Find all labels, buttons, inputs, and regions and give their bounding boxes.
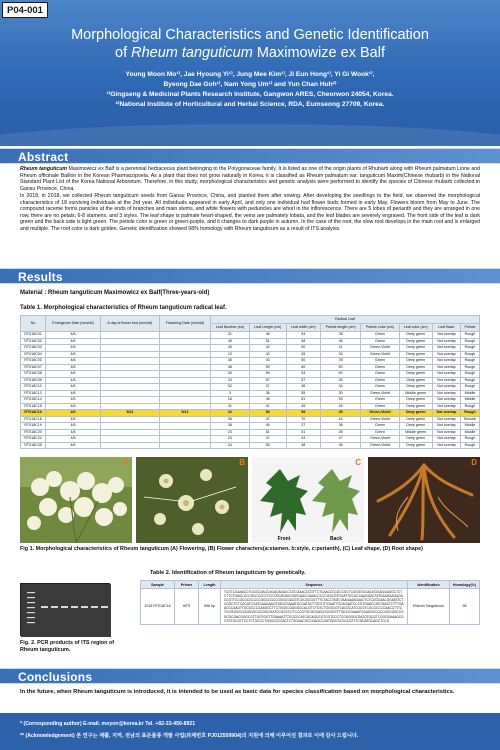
t1-cell: 4/6 (46, 390, 101, 397)
t1-cell: 45 (320, 403, 361, 410)
t1-cell: 23 (211, 429, 249, 436)
t1-cell: Rough (460, 358, 479, 365)
t1-cell: 37 (286, 423, 320, 430)
t1-header-10: Leaf Base (432, 324, 460, 332)
t1-cell: Not overlap (432, 423, 460, 430)
t1-header-7: Petiole length (cm) (320, 324, 361, 332)
t1-cell: Rough (460, 338, 479, 345)
t1-cell: 38 (211, 358, 249, 365)
t1-cell: 4/6 (46, 358, 101, 365)
t1-cell: Not overlap (432, 397, 460, 404)
t1-cell: Rough (460, 351, 479, 358)
t1-cell: Rough (460, 332, 479, 339)
t1-cell: Rough (460, 410, 479, 417)
t1-cell: Smooth (460, 416, 479, 423)
t2-primer: ttITS (175, 589, 199, 625)
t1-cell: 53 (320, 397, 361, 404)
t1-cell: 45 (320, 429, 361, 436)
t1-cell: 70 (286, 416, 320, 423)
t1-cell: Deep green (399, 345, 432, 352)
t1-cell: 4/6 (46, 403, 101, 410)
t1-cell: Rough (460, 364, 479, 371)
t1-cell: 4/6 (46, 377, 101, 384)
t1-cell: 57 (286, 377, 320, 384)
t2-row (141, 589, 480, 625)
t1-cell: RT018C25 (21, 442, 46, 449)
figure-1-photos (20, 457, 480, 543)
t2-header-sample: Sample (141, 581, 175, 589)
abstract-text (20, 166, 480, 233)
photo-label-a: A (123, 458, 129, 467)
t2-header-identification: Identification (408, 581, 450, 589)
t1-cell: RT018C19 (21, 423, 46, 430)
t1-cell: 4/6 (46, 442, 101, 449)
t1-header-5: Leaf Length (cm) (249, 324, 286, 332)
t1-cell: Deep green (399, 436, 432, 443)
t1-cell: 24 (211, 442, 249, 449)
authors-line-2: Byeong Dae Goh¹⁾, Nam Yong Um¹⁾ and Yun Chan Huh²⁾ (163, 81, 337, 88)
t1-cell: 34 (320, 384, 361, 391)
figure-1-caption: Fig 1. Morphological characteristics of Rheum tanguticum (A) Flowering, (B) Flower characters(a:stamen, b:style, c:perianth), (C) Leaf shape, (D) Root shape) (20, 546, 423, 552)
corresponding-author: * (Corresponding author) E-mail. moyon@korea.kr Tel. +82-33-450-8921 (20, 721, 196, 727)
t1-cell: RT018C14 (21, 397, 46, 404)
t1-cell: 45 (286, 351, 320, 358)
figure-2-caption: Fig. 2. PCR products of ITS region of Rheum tanguticum. (20, 640, 115, 653)
poster-id-badge: P04-001 (2, 2, 48, 18)
t1-cell: 46 (211, 364, 249, 371)
morphology-table (20, 315, 480, 449)
material-line: Material : Rheum tanguticum Maximowicz ex Balf(Three-years-old) (20, 290, 210, 296)
t2-header-sequence: Sequence (221, 581, 408, 589)
author-block (10, 70, 490, 110)
t1-cell: 30 (211, 371, 249, 378)
t1-cell: 41 (249, 403, 286, 410)
t1-cell: Green (361, 377, 399, 384)
t1-cell: RT018C02 (21, 338, 46, 345)
t1-cell: 28 (320, 332, 361, 339)
authors-line-1: Young Moon Mo¹⁾, Jae Hyoung Yi¹⁾, Jung Mee Kim¹⁾, Ji Eun Hong¹⁾, Yi Gi Wook¹⁾, (125, 71, 375, 78)
t1-cell: 46 (320, 338, 361, 345)
t1-cell: 4/6 (46, 436, 101, 443)
t1-cell: Green (361, 429, 399, 436)
t1-cell: RT018C03 (21, 345, 46, 352)
abstract-paragraph-2: In 2018, in 2018, we collected Rheum tanguticum seeds from Gansu Province, China, and planted them after sowing. After developing the seedlings to the field, we observed the morphological characteristics of 18 surviving individuals at the 3rd year. All individuals appeared in early April, and only one individual had flower buds formed in early May. Flowers bloom from May to June. The compound raceme forms panicles at the ends of branches and main stems, and white flowers with peduncles are whorl in the inflorescence. There are 5 lobes of perianth and they are arranged in one row, there are no petals, 6-8 stamens, and 3 styles. The leaf shape is palmate heart-shaped, the veins are palmately lobata, and the leaf blades are severely engraved. The front side of the leaf is dark green and the back side is light green. The petiole color is green or green-purple, and it changes to dark purple in autumn. In the case of the root, the slow root develops in the main root and is enlarged and multiple. The root color is dark golden. Genetic identification showed 98% homology with Rheum tanguticum as a result of ITS analysis. (20, 193, 480, 232)
t1-cell: 54 (249, 410, 286, 417)
t1-cell: 43 (286, 436, 320, 443)
t1-cell: 4/6 (46, 371, 101, 378)
root-image (368, 457, 480, 543)
t1-cell: 61 (286, 397, 320, 404)
t1-cell: Deep green (399, 410, 432, 417)
title-line-2 (20, 44, 480, 62)
t1-cell: Rough (460, 371, 479, 378)
t1-cell: 41 (320, 345, 361, 352)
t1-cell: Not overlap (432, 338, 460, 345)
t1-cell: RT018C20 (21, 429, 46, 436)
t1-cell: 36 (211, 416, 249, 423)
t1-cell: 50 (320, 364, 361, 371)
t1-cell: 47 (320, 436, 361, 443)
t1-cell: 51 (249, 429, 286, 436)
photo-root-shape (368, 457, 480, 543)
photo-leaf-shape (252, 457, 364, 543)
abstract-section-bar (0, 148, 500, 164)
t1-cell: 38 (211, 423, 249, 430)
t1-cell: Deep green (399, 371, 432, 378)
results-heading: Results (18, 270, 63, 284)
abstract-species: Rheum tanguticum (20, 166, 68, 172)
t1-cell: 42 (249, 351, 286, 358)
t1-cell: Green (361, 332, 399, 339)
t1-cell: 48 (249, 397, 286, 404)
t1-cell: Green (361, 371, 399, 378)
t2-identification: Rheum Tanguticum (408, 589, 450, 625)
abstract-paragraph-1: Rheum tanguticum Maximowicz ex Balf is a perennial herbaceous plant belonging to the Polygonaceae family. It is listed as one of the origin plants of Rhubarb along with Rheum palmatum Linne and Rheum officinale Baillon in the Korean Pharmacopoeia. As a plant that does not grow naturally in Korea, it is classified as Rheum palmatum var. tanguticum Maxim(Chinese rhubarb) in the National Standard Plant List of the Korea National Arboretum. Therefore, in this study, morphological characteristics and genetic analysis were performed to identify the species of Chinese rhubarb collected in Gansu Province, China. (20, 166, 480, 192)
t1-cell: Green (361, 403, 399, 410)
t1-cell (100, 442, 159, 449)
identification-table (140, 580, 480, 625)
t1-cell: Green-Violet (361, 390, 399, 397)
affiliation-1: ¹⁾Gingseng & Medicinal Plants Research Institute, Gangwon ARES, Cheorwon 24054, Korea. (106, 91, 394, 98)
t1-cell: Not overlap (432, 371, 460, 378)
t1-cell: 4/6 (46, 410, 101, 417)
t1-cell: Green (361, 338, 399, 345)
t1-cell: RT018C22 (21, 436, 46, 443)
t2-length: 596 bp (199, 589, 221, 625)
t1-header-0: No (21, 316, 46, 332)
t1-cell: 45 (320, 377, 361, 384)
t1-cell: 37 (249, 384, 286, 391)
t1-cell: 57 (249, 377, 286, 384)
t1-cell: 36 (249, 390, 286, 397)
t1-header-11: Petiole (460, 324, 479, 332)
t1-cell: 50 (320, 371, 361, 378)
t1-cell: 58 (286, 338, 320, 345)
t1-cell: 53 (286, 371, 320, 378)
t1-cell: Middle (460, 390, 479, 397)
t1-cell: Rough (460, 377, 479, 384)
t1-cell: Not overlap (432, 384, 460, 391)
t1-cell: 59 (249, 364, 286, 371)
t1-cell: Not overlap (432, 442, 460, 449)
t1-cell: Green (361, 358, 399, 365)
t1-cell: RT018C16 (21, 410, 46, 417)
t1-cell: Not overlap (432, 358, 460, 365)
t1-cell: 38 (320, 423, 361, 430)
t2-header-length: Length (199, 581, 221, 589)
t1-header-2: A day of flower bud (mm/dd) (100, 316, 159, 332)
t1-cell: Deep green (399, 351, 432, 358)
t1-cell: RT018C10 (21, 384, 46, 391)
t1-cell: Middle green (399, 390, 432, 397)
t1-cell: Deep green (399, 442, 432, 449)
t1-cell: 46 (249, 332, 286, 339)
t1-header-3: Flowering Date (mm/dd) (159, 316, 210, 332)
t1-cell: Not overlap (432, 345, 460, 352)
results-section-bar (0, 268, 500, 284)
title-suffix: Maximowize ex Balf (252, 45, 385, 61)
t1-cell: 55 (286, 390, 320, 397)
t1-cell: 51 (249, 338, 286, 345)
t1-cell: 44 (320, 416, 361, 423)
table2-caption: Table 2. Identification of Rheum tanguticum by genetically. (150, 570, 306, 576)
t1-cell: 4/6 (46, 416, 101, 423)
t1-cell: 45 (249, 423, 286, 430)
t2-sample: 2018 RT018C16 (141, 589, 175, 625)
t1-cell: Deep green (399, 403, 432, 410)
t1-cell: Green (361, 384, 399, 391)
t1-cell: 54 (286, 332, 320, 339)
t1-cell: 34 (211, 377, 249, 384)
t1-cell: Deep green (399, 377, 432, 384)
t1-cell: 4/6 (46, 338, 101, 345)
t1-cell: 34 (320, 351, 361, 358)
t1-cell: Not overlap (432, 390, 460, 397)
t1-cell: 3 (211, 390, 249, 397)
table1-caption: Table 1. Morphological characteristics of Rheum tanguticum radical leaf. (20, 305, 227, 311)
t1-cell: Deep green (399, 384, 432, 391)
t2-header-homology: Homology(%) (450, 581, 480, 589)
t1-cell: 39 (320, 358, 361, 365)
t1-cell: 36 (286, 384, 320, 391)
t1-row (21, 442, 480, 449)
t1-cell: 5/12 (159, 410, 210, 417)
t1-cell: 5/11 (100, 410, 159, 417)
t2-homology: 98 (450, 589, 480, 625)
t1-cell: 4/6 (46, 384, 101, 391)
t1-cell: Not overlap (432, 377, 460, 384)
t1-cell: Green (361, 364, 399, 371)
t1-cell: Rough (460, 442, 479, 449)
t1-cell: 4/6 (46, 332, 101, 339)
title-species: Rheum tanguticum (131, 45, 253, 61)
photo-label-c: C (355, 458, 361, 467)
t1-header-9: Leaf color (cm) (399, 324, 432, 332)
t1-cell: Deep green (399, 423, 432, 430)
t1-cell: Not overlap (432, 403, 460, 410)
t1-cell: Green-Violet (361, 436, 399, 443)
t1-cell: Not overlap (432, 351, 460, 358)
acknowledgement: ** (Acknowledgement) 본 연구는 재활, 지역, 전남의 표준품종 개발 사업(과제번호 PJ012559904)의 지원에 의해 이루어진 결과로 이에 감사 드립니다. (20, 733, 359, 739)
abstract-heading: Abstract (18, 150, 69, 164)
t1-cell: Not overlap (432, 332, 460, 339)
t1-cell: 47 (249, 416, 286, 423)
t1-cell: Green-Violet (361, 345, 399, 352)
t1-cell: 23 (211, 436, 249, 443)
t1-cell: Middle green (399, 429, 432, 436)
t1-cell: Deep green (399, 397, 432, 404)
t1-cell: 45 (211, 338, 249, 345)
t1-cell: RT018C04 (21, 351, 46, 358)
t1-cell: 42 (249, 345, 286, 352)
t1-cell: 4/6 (46, 397, 101, 404)
title-line-1: Morphological Characteristics and Genetic Identification (71, 27, 429, 43)
gel-bands (21, 584, 111, 637)
t1-cell: 40 (211, 345, 249, 352)
t1-cell: 52 (211, 384, 249, 391)
t1-cell: 50 (286, 358, 320, 365)
t1-cell: RT018C08 (21, 371, 46, 378)
t1-cell: Not overlap (432, 410, 460, 417)
t1-cell: Green-Violet (361, 442, 399, 449)
t1-cell: Not overlap (432, 436, 460, 443)
t2-header-primer: Primer (175, 581, 199, 589)
photo-label-b: B (239, 458, 245, 467)
flowering-image (20, 457, 132, 543)
photo-flowering (20, 457, 132, 543)
conclusions-section-bar (0, 668, 500, 684)
t1-cell: RT018C13 (21, 390, 46, 397)
t1-cell: 55 (249, 442, 286, 449)
conclusions-heading: Conclusions (18, 670, 93, 684)
t1-header-6: Leaf width (cm) (286, 324, 320, 332)
t1-cell: 48 (286, 442, 320, 449)
t1-cell: RT018C05 (21, 358, 46, 365)
t1-cell: Deep green (399, 332, 432, 339)
t1-cell: RT018C07 (21, 364, 46, 371)
leaf-front-label: Front (277, 536, 291, 542)
t1-cell: 40 (249, 358, 286, 365)
photo-flower-characters (136, 457, 248, 543)
t1-header-4: Leaf Number (ea) (211, 324, 249, 332)
t1-cell: Rough (460, 384, 479, 391)
t1-cell: 4/6 (46, 351, 101, 358)
t1-cell (159, 442, 210, 449)
t1-cell: Green (361, 397, 399, 404)
t1-cell: Rough (460, 345, 479, 352)
t1-cell: 22 (211, 410, 249, 417)
photo-label-d: D (471, 458, 477, 467)
t1-cell: 45 (320, 410, 361, 417)
t1-cell: 46 (320, 442, 361, 449)
t1-cell: RT018C01 (21, 332, 46, 339)
poster-title (20, 26, 480, 62)
t1-cell: 59 (249, 371, 286, 378)
conclusion-text: In the future, when Rheum tanguticum is introduced, it is intended to be used as basic data for species classification based on morphological characteristics. (20, 689, 455, 695)
t1-cell: Deep green (399, 358, 432, 365)
t1-cell: Not overlap (432, 429, 460, 436)
t1-cell: 50 (286, 345, 320, 352)
t1-cell: 4/6 (46, 423, 101, 430)
t1-cell: Rough (460, 403, 479, 410)
t1-cell: Middle (460, 423, 479, 430)
t1-cell: Rough (460, 436, 479, 443)
title-prefix: of (115, 45, 132, 61)
t1-group-header: Radical Leaf (211, 316, 480, 324)
t1-cell: RT018C18 (21, 416, 46, 423)
t1-cell: 10 (211, 351, 249, 358)
t1-cell: Deep green (399, 338, 432, 345)
t1-cell: Deep green (399, 364, 432, 371)
flower-closeup-image (136, 457, 248, 543)
t1-cell: 60 (286, 364, 320, 371)
t1-cell: Green-Violet (361, 416, 399, 423)
t1-cell: 59 (286, 410, 320, 417)
t1-cell: 47 (249, 436, 286, 443)
t1-cell: 45 (286, 403, 320, 410)
t1-cell: 4/6 (46, 345, 101, 352)
t1-cell: Not overlap (432, 416, 460, 423)
t2-sequence: TCGTCGAAACCTGCGCGAGCAGACAGACCCGCGAACCCGTTCTCAACCCCGCCGCTCGGGGCGACGGGAGGAGGCTCTCTTCTGAGCCCCGCCCCCCTCCCGGGGACGGGCAACCAAACCCCCGGCGTGGATTGCGCCAAGGACTATGAAGAAGAGACCGTTCCGCGCGCCCCGGCCGCCGGGCGACGTCGCGCGGTTTCTACCTAGCTAAGAAAGAACTCTCGGCAACGGATATCTCGGCTCTCGCATCGATGAAGAACGTAGCGAAATGCGATACTTGGTGTGAATTGCAGAATCCCGTGAACCATCGAGTCTTTGAACGCAAGTTGCGCCCGAAGCCTTCTGGCCGAGGGCACGTCTGTCTGGGCGTCACGCATCGCGTCGCCCCCCAACCTTTCTCGGGGGCGGGGGCGCGGGGATCCGGCCCTCCCGTGCGCGAGCCGGGCTTGGCCGAAATCGAGGCCGCCGCCGGCCGGCGCGACGGGCGTTGGTGGTTGAAAATTTCGCCCATCGCAGGCGTCGTCCCTCGGGGGCGATGTGCGTCGGGGAAAGCGCTGTGCGTTCCTCTGGCCTGGGCCGTACTCTGGGACGCCGAGCCGATGGCGCGCCGTTTCGGATGCAGCTCCG (221, 589, 408, 625)
t1-cell: Green-Violet (361, 410, 399, 417)
t1-cell: Middle (460, 429, 479, 436)
affiliation-2: ²⁾National Institute of Horticultural and Herbal Science, RDA, Eumseong 27709, Korea. (115, 101, 385, 108)
t1-cell: Green (361, 423, 399, 430)
pcr-gel-image (20, 583, 110, 636)
t1-cell: Middle (460, 397, 479, 404)
t1-cell: Not overlap (432, 364, 460, 371)
t1-header-8: Petiole color (cm) (361, 324, 399, 332)
t1-cell: 21 (211, 332, 249, 339)
t1-cell: 4/6 (46, 364, 101, 371)
t1-cell: 16 (211, 397, 249, 404)
t1-cell: Deep green (399, 416, 432, 423)
leaf-back-label: Back (330, 536, 342, 542)
poster-header (0, 0, 500, 146)
t1-cell: 30 (320, 390, 361, 397)
t1-cell: RT018C09 (21, 377, 46, 384)
t1-cell: RT018C15 (21, 403, 46, 410)
t1-cell: Green-Violet (361, 351, 399, 358)
t1-cell: 51 (286, 429, 320, 436)
leaf-image (252, 457, 364, 543)
poster-footer (0, 713, 500, 750)
t1-cell: 4/6 (46, 429, 101, 436)
t1-cell: 31 (211, 403, 249, 410)
t1-header-1: Emergence Date (mm/dd) (46, 316, 101, 332)
